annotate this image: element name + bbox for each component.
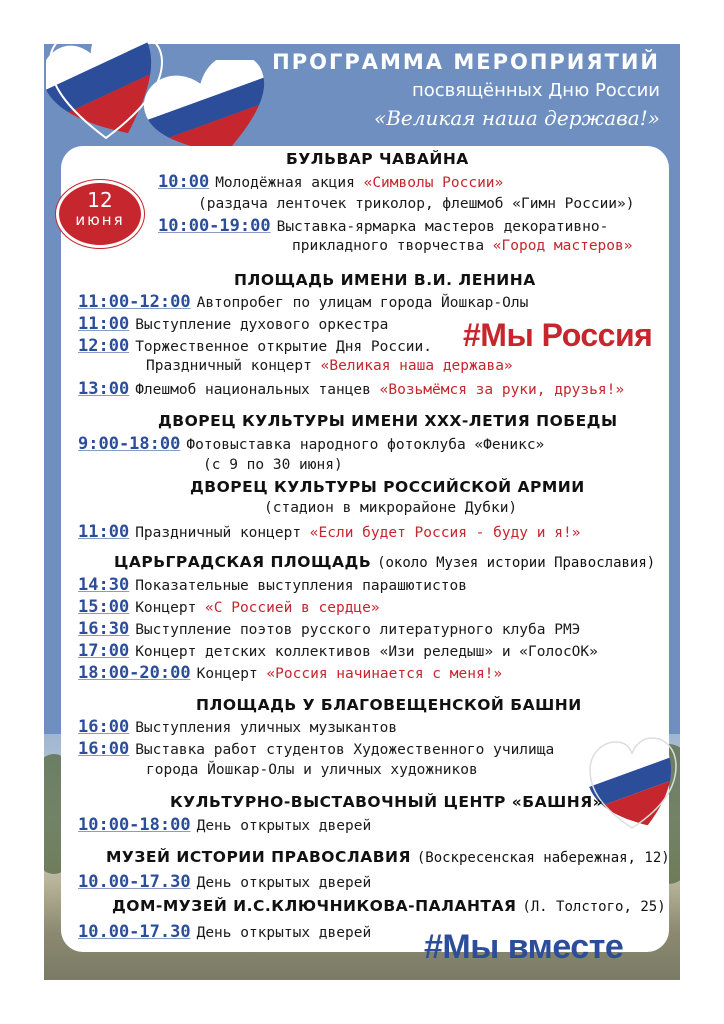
event-text: День открытых дверей xyxy=(196,818,372,834)
event-time: 12:00 xyxy=(78,336,130,356)
event-time: 18:00-20:00 xyxy=(78,663,191,683)
section-title: ДВОРЕЦ КУЛЬТУРЫ ИМЕНИ ХХХ-ЛЕТИЯ ПОБЕДЫ xyxy=(158,412,618,430)
section-title: БУЛЬВАР ЧАВАЙНА xyxy=(286,150,469,168)
event-time: 9:00-18:00 xyxy=(78,434,181,454)
event-text: (с 9 по 30 июня) xyxy=(203,457,343,473)
event-time: 10:00-18:00 xyxy=(78,815,191,835)
event-line xyxy=(198,196,635,212)
event-text: (раздача ленточек триколор, флешмоб «Гимн России») xyxy=(198,196,635,212)
event-text: Концерт детских коллективов «Изи peледыш» и «ГолосОК» xyxy=(135,644,598,660)
event-time: 15:00 xyxy=(78,597,130,617)
section-title: ПЛОЩАДЬ ИМЕНИ В.И. ЛЕНИНА xyxy=(234,271,536,289)
section-title-text: ДОМ-МУЗЕЙ И.С.КЛЮЧНИКОВА-ПАЛАНТАЯ xyxy=(112,897,517,915)
event-text: Торжественное открытие Дня России. xyxy=(135,339,432,355)
event-quote: «С Россией в сердце» xyxy=(205,600,380,616)
event-line xyxy=(78,619,580,639)
section-title: ПЛОЩАДЬ У БЛАГОВЕЩЕНСКОЙ БАШНИ xyxy=(196,696,582,714)
event-line xyxy=(146,358,513,374)
section-title-text: ЦАРЬГРАДСКАЯ ПЛОЩАДЬ xyxy=(114,553,372,571)
event-line xyxy=(78,434,544,454)
event-time: 17:00 xyxy=(78,641,130,661)
section-title: КУЛЬТУРНО-ВЫСТАВОЧНЫЙ ЦЕНТР «БАШНЯ» xyxy=(170,793,604,811)
event-text: прикладного творчества xyxy=(292,238,493,254)
section-title xyxy=(106,848,670,866)
event-line xyxy=(78,292,528,312)
event-time: 10:00 xyxy=(158,172,210,192)
event-line xyxy=(158,172,503,192)
event-text: День открытых дверей xyxy=(196,875,372,891)
event-line xyxy=(78,575,467,595)
section-title-text: МУЗЕЙ ИСТОРИИ ПРАВОСЛАВИЯ xyxy=(106,848,411,866)
event-text: Автопробег по улицам города Йошкар-Олы xyxy=(196,295,529,311)
event-line xyxy=(146,762,478,778)
event-time: 11:00 xyxy=(78,314,130,334)
event-text: Концерт xyxy=(135,600,206,616)
event-line xyxy=(78,641,598,661)
event-line xyxy=(78,872,371,892)
event-quote: «Великая наша держава» xyxy=(320,358,513,374)
event-time: 16:00 xyxy=(78,717,130,737)
event-text: День открытых дверей xyxy=(196,925,372,941)
section-title xyxy=(112,897,666,915)
event-line xyxy=(78,522,580,542)
event-line xyxy=(78,597,380,617)
event-quote: «Россия начинается с меня!» xyxy=(266,666,503,682)
section-note: (около Музея истории Православия) xyxy=(377,555,656,571)
event-quote: «Возьмёмся за руки, друзья!» xyxy=(379,382,625,398)
event-text: Выступление поэтов русского литературного клуба РМЭ xyxy=(135,622,581,638)
event-line xyxy=(78,815,371,835)
event-text: города Йошкар-Олы и уличных художников xyxy=(146,762,478,778)
event-line xyxy=(78,717,397,737)
poster-subtitle: посвящённых Дню России xyxy=(411,80,660,101)
event-text: Праздничный концерт xyxy=(135,525,310,541)
event-quote: «Если будет Россия - буду и я!» xyxy=(309,525,581,541)
poster-title: ПРОГРАММА МЕРОПРИЯТИЙ xyxy=(272,50,660,74)
event-text: Флешмоб национальных танцев xyxy=(135,382,380,398)
event-line xyxy=(78,314,388,334)
event-text: Концерт xyxy=(196,666,267,682)
event-time: 10:00-19:00 xyxy=(158,216,271,236)
event-line xyxy=(158,216,608,236)
event-line xyxy=(292,238,632,254)
event-line xyxy=(203,457,343,473)
event-time: 16:00 xyxy=(78,739,130,759)
event-line xyxy=(78,739,554,759)
event-time: 10.00-17.30 xyxy=(78,922,191,942)
event-text: Выступление духового оркестра xyxy=(135,317,389,333)
date-day: 12 xyxy=(87,188,113,212)
event-text: Выставка-ярмарка мастеров декоративно- xyxy=(276,219,609,235)
event-time: 11:00-12:00 xyxy=(78,292,191,312)
date-badge xyxy=(56,180,144,248)
section-note: (Л. Толстого, 25) xyxy=(522,899,666,915)
flag-heart-side-icon xyxy=(586,732,678,832)
event-time: 10.00-17.30 xyxy=(78,872,191,892)
event-line xyxy=(78,379,624,399)
event-line xyxy=(78,336,432,356)
event-time: 11:00 xyxy=(78,522,130,542)
event-time: 16:30 xyxy=(78,619,130,639)
section-note: (стадион в микрорайоне Дубки) xyxy=(264,500,518,516)
date-month: июня xyxy=(75,211,125,229)
event-text: Показательные выступления парашютистов xyxy=(135,578,467,594)
event-text: Молодёжная акция xyxy=(215,175,364,191)
event-text: Фотовыставка народного фотоклуба «Феникс» xyxy=(186,437,545,453)
event-text: Выставка работ студентов Художественного училища xyxy=(135,742,555,758)
event-line xyxy=(78,663,502,683)
event-time: 14:30 xyxy=(78,575,130,595)
hashtag-my-vmeste: #Мы вместе xyxy=(424,928,624,966)
event-line xyxy=(78,922,371,942)
section-title: ДВОРЕЦ КУЛЬТУРЫ РОССИЙСКОЙ АРМИИ xyxy=(190,478,585,496)
event-text: Выступления уличных музыкантов xyxy=(135,720,398,736)
event-quote: «Город мастеров» xyxy=(492,238,633,254)
event-quote: «Символы России» xyxy=(363,175,504,191)
hashtag-my-rossiya: #Мы Россия xyxy=(463,317,653,353)
event-time: 13:00 xyxy=(78,379,130,399)
event-text: Праздничный концерт xyxy=(146,358,321,374)
section-note: (Воскресенская набережная, 12) xyxy=(416,850,670,866)
poster-slogan: «Великая наша держава!» xyxy=(374,106,660,130)
section-title xyxy=(114,553,655,571)
flag-heart-small-icon xyxy=(140,60,280,160)
